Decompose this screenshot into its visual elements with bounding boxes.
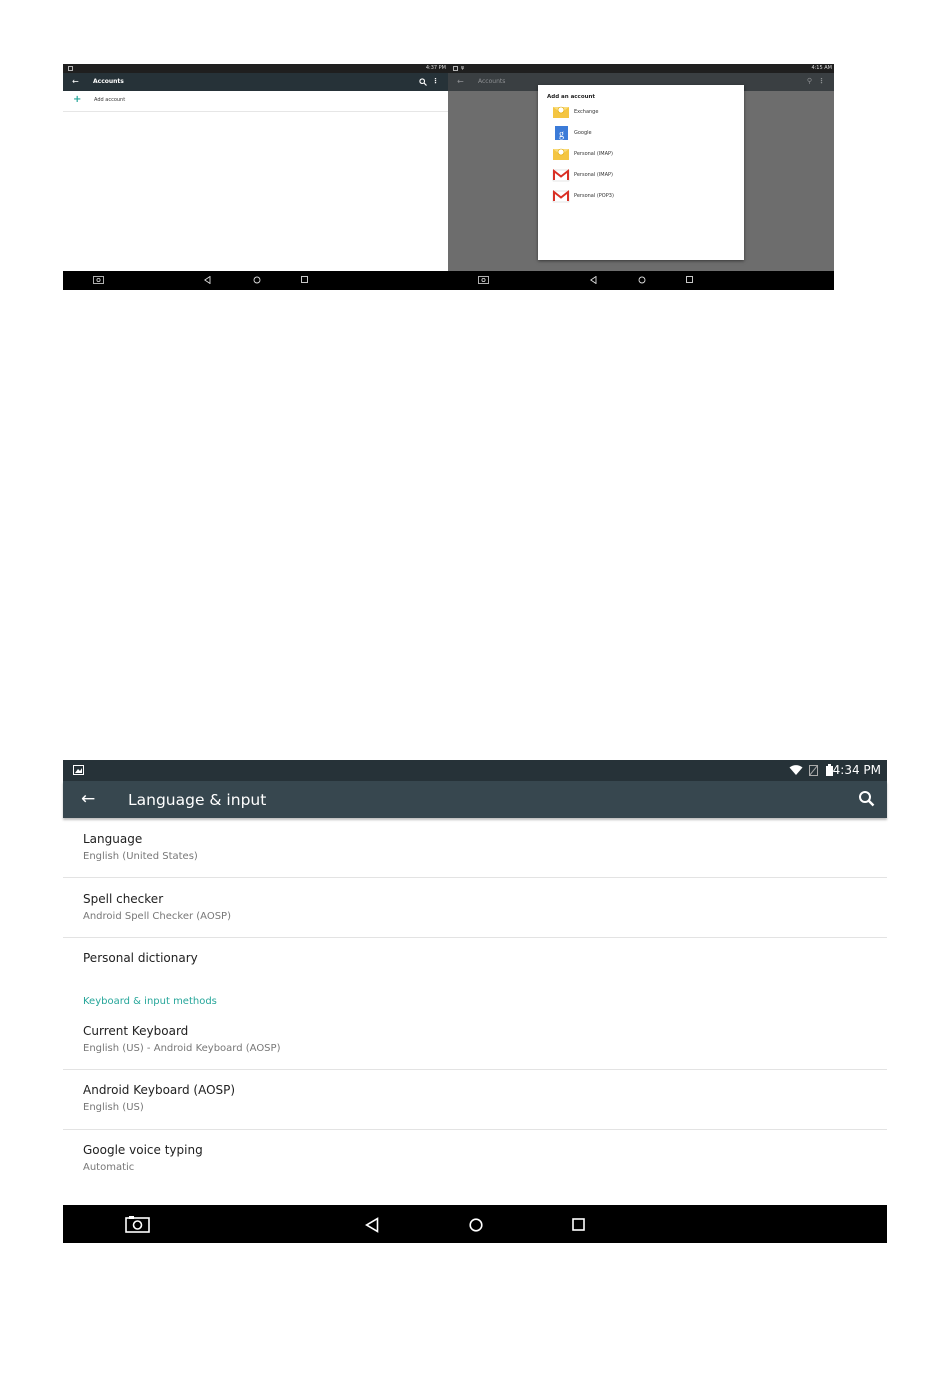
action-bar <box>63 781 887 818</box>
option-label: Personal (IMAP) <box>574 172 613 178</box>
recents-nav-icon[interactable] <box>572 1218 585 1231</box>
gallery-notification-icon <box>73 765 84 775</box>
email-envelope-icon <box>552 147 570 161</box>
search-icon[interactable] <box>419 78 427 86</box>
option-personal-imap-gmail[interactable] <box>552 168 732 184</box>
add-account-item[interactable] <box>63 91 448 112</box>
accounts-screen <box>63 64 448 290</box>
navigation-bar <box>63 1205 887 1243</box>
back-arrow-icon: ← <box>457 77 464 86</box>
setting-summary: English (US) - Android Keyboard (AOSP) <box>83 1043 281 1054</box>
gallery-notification-icon <box>68 66 73 71</box>
overflow-menu-icon: ⋮ <box>818 77 825 85</box>
setting-summary: Automatic <box>83 1162 135 1173</box>
google-icon <box>552 126 570 140</box>
status-bar <box>63 760 887 781</box>
status-time: 4:15 AM <box>811 65 832 71</box>
gallery-notification-icon <box>453 66 458 71</box>
navigation-bar <box>448 271 834 290</box>
setting-android-keyboard[interactable] <box>63 1070 887 1129</box>
option-google[interactable] <box>552 126 732 142</box>
setting-title: Android Keyboard (AOSP) <box>83 1083 236 1097</box>
option-label: Personal (IMAP) <box>574 151 613 157</box>
option-exchange[interactable] <box>552 105 732 121</box>
email-envelope-icon <box>552 105 570 119</box>
page-title: Language & input <box>128 791 267 809</box>
section-header: Keyboard & input methods <box>83 996 217 1007</box>
back-arrow-icon[interactable]: ← <box>72 77 79 86</box>
back-arrow-icon[interactable]: ← <box>81 789 96 809</box>
option-label: Exchange <box>574 109 599 115</box>
setting-title: Current Keyboard <box>83 1024 189 1038</box>
screenshot-icon[interactable] <box>93 276 104 284</box>
usb-icon: ψ <box>461 65 465 71</box>
setting-title: Google voice typing <box>83 1143 203 1157</box>
page-title: Accounts <box>93 78 124 85</box>
setting-language[interactable] <box>63 818 887 877</box>
status-time: 4:34 PM <box>832 763 881 777</box>
setting-google-voice-typing[interactable] <box>63 1130 887 1190</box>
language-input-screen <box>63 760 887 1243</box>
no-sim-icon <box>809 765 818 776</box>
setting-title: Language <box>83 832 143 846</box>
gmail-icon <box>552 168 570 182</box>
screenshot-icon[interactable] <box>478 276 489 284</box>
option-personal-pop3[interactable] <box>552 189 732 205</box>
wifi-icon <box>789 765 803 776</box>
setting-summary: Android Spell Checker (AOSP) <box>83 911 231 922</box>
action-bar <box>63 73 448 91</box>
setting-current-keyboard[interactable] <box>63 1011 887 1069</box>
setting-title: Personal dictionary <box>83 951 198 965</box>
plus-icon: + <box>73 94 82 105</box>
setting-title: Spell checker <box>83 892 164 906</box>
back-nav-icon[interactable] <box>590 276 597 284</box>
option-label: Google <box>574 130 592 136</box>
status-bar <box>63 64 448 73</box>
add-account-label: Add account <box>94 97 126 103</box>
add-account-dialog <box>538 85 744 260</box>
home-nav-icon[interactable] <box>638 276 646 284</box>
recents-nav-icon[interactable] <box>686 276 693 283</box>
add-account-dialog-screen <box>448 64 834 290</box>
option-personal-imap-email[interactable] <box>552 147 732 163</box>
overflow-menu-icon[interactable]: ⋮ <box>432 77 439 85</box>
back-nav-icon[interactable] <box>204 276 211 284</box>
search-icon[interactable] <box>857 789 877 809</box>
gmail-icon <box>552 189 570 203</box>
recents-nav-icon[interactable] <box>301 276 308 283</box>
dialog-title: Add an account <box>547 94 596 100</box>
back-nav-icon[interactable] <box>365 1217 379 1233</box>
page-title: Accounts <box>478 78 506 85</box>
setting-summary: English (United States) <box>83 851 198 862</box>
home-nav-icon[interactable] <box>469 1218 483 1232</box>
option-label: Personal (POP3) <box>574 193 614 199</box>
setting-spell-checker[interactable] <box>63 878 887 937</box>
screenshot-icon[interactable] <box>125 1216 150 1233</box>
home-nav-icon[interactable] <box>253 276 261 284</box>
status-time: 4:37 PM <box>425 65 446 71</box>
svg-text:g: g <box>559 129 564 140</box>
search-icon: ⚲ <box>806 77 812 85</box>
status-bar <box>448 64 834 73</box>
setting-personal-dictionary[interactable] <box>63 938 887 982</box>
setting-summary: English (US) <box>83 1102 144 1113</box>
navigation-bar <box>63 271 448 290</box>
